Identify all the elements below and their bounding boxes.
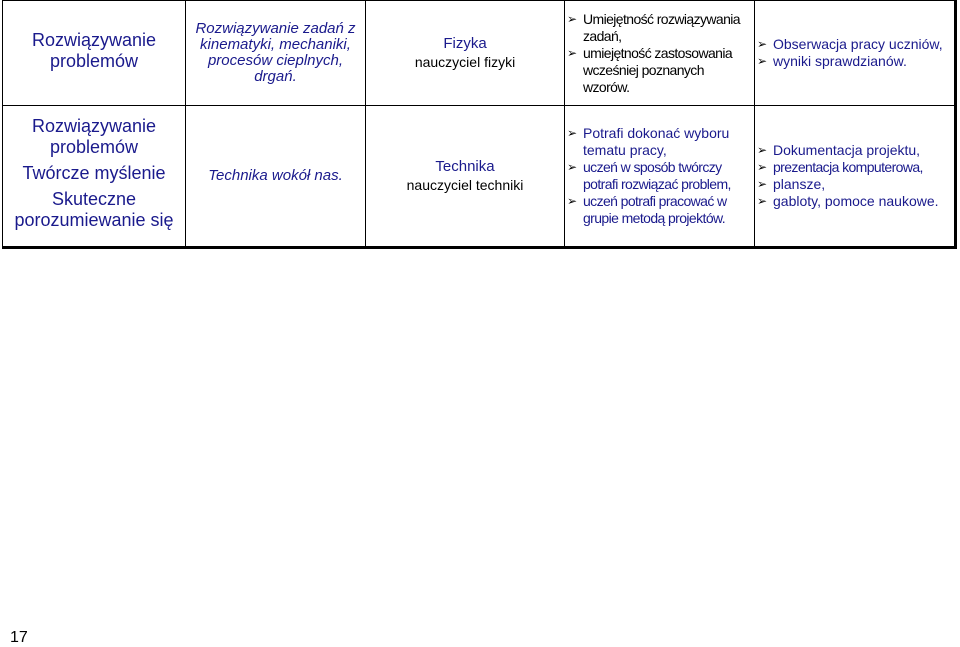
subject-cell	[366, 106, 565, 248]
skill-label: Skuteczne porozumiewanie się	[14, 189, 174, 230]
list-item: ➢ gabloty, pomoce naukowe.	[773, 193, 950, 210]
evaluation-cell	[755, 1, 956, 106]
list-item: ➢ umiejętność zastosowania wcześniej poznanych wzorów.	[583, 45, 750, 96]
subject-cell	[366, 1, 565, 106]
evaluation-list	[755, 36, 954, 70]
table-row	[3, 1, 956, 106]
outcomes-list	[565, 11, 754, 96]
curriculum-table	[2, 0, 957, 249]
outcomes-list	[565, 125, 754, 227]
outcomes-cell	[565, 1, 755, 106]
list-item: ➢ Dokumentacja projektu,	[773, 142, 950, 159]
skills-cell	[3, 1, 186, 106]
topic-text: Rozwiązywanie zadań z kinematyki, mechaniki, procesów cieplnych, drgań.	[195, 20, 356, 85]
subject-name: Fizyka	[443, 35, 487, 52]
skills-cell	[3, 106, 186, 248]
list-item: ➢ Obserwacja pracy uczniów,	[773, 36, 950, 53]
topic-text: Technika wokół nas.	[208, 167, 343, 184]
list-item: ➢ prezentacja komputerowa,	[773, 159, 950, 176]
list-item: ➢ plansze,	[773, 176, 950, 193]
teacher-name: nauczyciel techniki	[406, 177, 524, 193]
skill-label: Twórcze myślenie	[22, 163, 166, 183]
page-number: 17	[10, 629, 28, 646]
evaluation-list	[755, 142, 954, 210]
evaluation-cell	[755, 106, 956, 248]
list-item: ➢ wyniki sprawdzianów.	[773, 53, 950, 70]
subject-name: Technika	[435, 158, 495, 175]
list-item: ➢ Potrafi dokonać wyboru tematu pracy,	[583, 125, 750, 159]
skill-label: Rozwiązywanie problemów	[31, 116, 157, 157]
table-row	[3, 106, 956, 248]
list-item: ➢ uczeń w sposób twórczy potrafi rozwiązać problem,	[583, 159, 750, 193]
skill-label: Rozwiązywanie problemów	[31, 29, 157, 71]
topic-cell	[186, 1, 366, 106]
list-item: ➢ Umiejętność rozwiązywania zadań,	[583, 11, 750, 45]
list-item: ➢ uczeń potrafi pracować w grupie metodą projektów.	[583, 193, 750, 227]
topic-cell	[186, 106, 366, 248]
teacher-name: nauczyciel fizyki	[414, 54, 516, 70]
outcomes-cell	[565, 106, 755, 248]
